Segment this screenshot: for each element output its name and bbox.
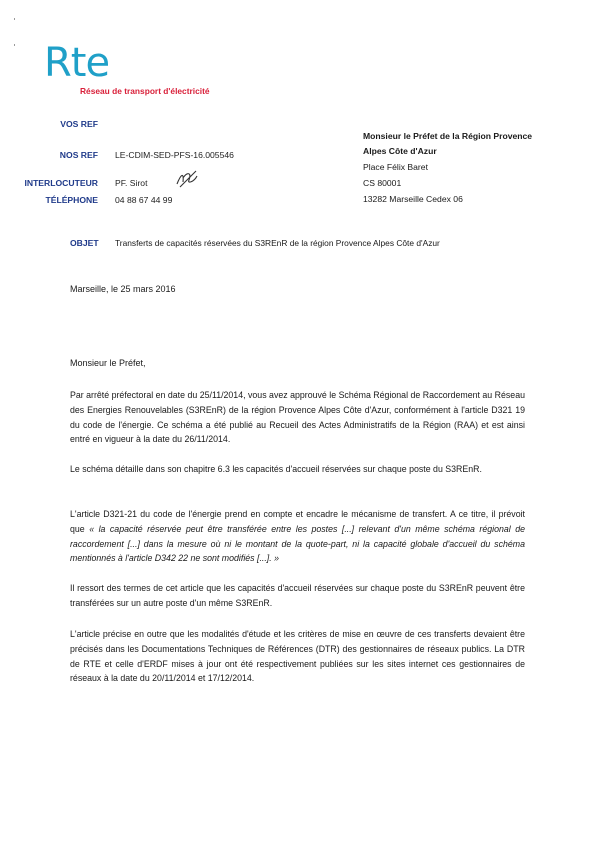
body-paragraph-5: L'article précise en outre que les modalités d'étude et les critères de mise en œuvre de ces transferts devaient être précisés dans les Documentations Techniques de Références (DTR) des gestionnaires de réseaux publics. La DTR de RTE et celle d'ERDF mises à jour ont été respectivement publiées sur les sites internet ces gestionnaires de réseaux à la date du 20/11/2014 et 17/12/2014. bbox=[70, 629, 525, 684]
recipient-line-1: Monsieur le Préfet de la Région Provence bbox=[363, 131, 533, 141]
nos-ref-value: LE-CDIM-SED-PFS-16.005546 bbox=[115, 150, 234, 160]
body-paragraph-1: Par arrêté préfectoral en date du 25/11/2014, vous avez approuvé le Schéma Régional de Raccordement au Réseau des Energies Renouvelables (S3REnR) de la région Provence Alpes Côte d'Azur, conformément à l'article D321 19 du code de l'énergie. Ce schéma a été publié au Recueil des Actes Administratifs de la Région (RAA) et est ainsi entré en vigueur à la date du 26/11/2014. bbox=[70, 390, 525, 445]
nos-ref-label: NOS REF bbox=[59, 150, 98, 160]
paragraph-3-intro: L'article D321-21 du code de l'énergie prend en compte et encadre le mécanisme de transfert. A ce titre, il prévoit que bbox=[70, 509, 525, 534]
rte-logo bbox=[44, 40, 134, 84]
objet-value: Transferts de capacités réservées du S3REnR de la région Provence Alpes Côte d'Azur bbox=[115, 238, 440, 248]
vos-ref-label: VOS REF bbox=[60, 119, 98, 129]
telephone-value: 04 88 67 44 99 bbox=[115, 195, 173, 205]
telephone-label: TÉLÉPHONE bbox=[45, 195, 98, 205]
recipient-line-2: Alpes Côte d'Azur bbox=[363, 146, 437, 156]
recipient-line-4: CS 80001 bbox=[363, 178, 402, 188]
scan-mark bbox=[14, 44, 15, 46]
body-paragraph-4: Il ressort des termes de cet article que les capacités d'accueil réservées sur chaque poste du S3REnR peuvent être transférées sur un autre poste d'un même S3REnR. bbox=[70, 583, 525, 608]
letter-date: Marseille, le 25 mars 2016 bbox=[70, 284, 176, 294]
salutation: Monsieur le Préfet, bbox=[70, 358, 146, 368]
legal-quote: « la capacité réservée peut être transférée entre les postes [...] relevant d'un même schéma régional de raccordement [...] dans la mesure où ni le montant de la quote-part, ni la capacité globale d'accueil du schéma mentionnés à l'article D342 22 ne sont modifiés [...]. » bbox=[70, 523, 526, 564]
rte-logo-text: Rte bbox=[44, 40, 110, 84]
interlocuteur-label: INTERLOCUTEUR bbox=[24, 178, 98, 188]
recipient-line-3: Place Félix Baret bbox=[363, 162, 428, 172]
company-tagline: Réseau de transport d'électricité bbox=[80, 86, 210, 96]
body-paragraph-2: Le schéma détaille dans son chapitre 6.3 les capacités d'accueil réservées sur chaque poste du S3REnR. bbox=[70, 464, 482, 474]
handwritten-initials bbox=[174, 168, 200, 190]
body-paragraph-3 bbox=[70, 507, 525, 566]
interlocuteur-value: PF. Sirot bbox=[115, 178, 148, 188]
scan-mark bbox=[14, 18, 15, 20]
objet-label: OBJET bbox=[70, 238, 99, 248]
recipient-line-5: 13282 Marseille Cedex 06 bbox=[363, 194, 463, 204]
